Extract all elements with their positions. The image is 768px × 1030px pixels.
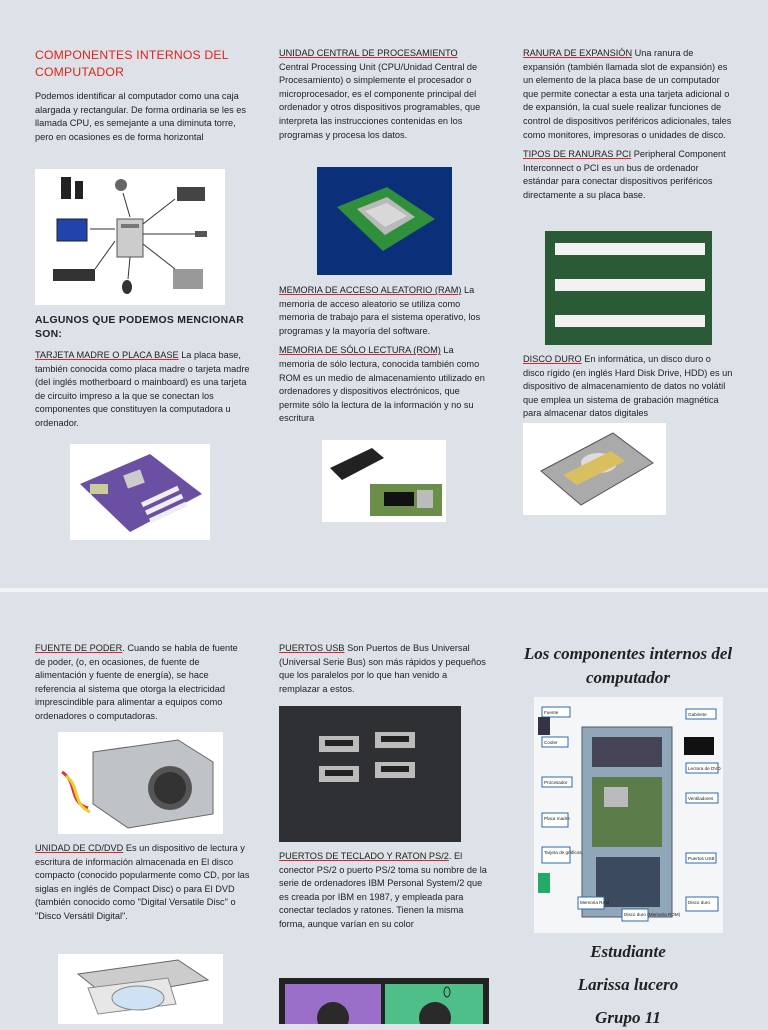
cpu-term: UNIDAD CENTRAL DE PROCESAMIENTO (279, 48, 458, 58)
cd-dvd-text: Es un dispositivo de lectura y escritura de información almacenada en El disco compacto (conocido popularmente como CD, por las siglas en inglés de Compact Disc) o para El DVD (también conocido como "Digital Versatile Disc" o "Disco Versátil Digital". (35, 843, 250, 921)
cover-diagram-label: Disco duro (Memoria ROM) (624, 912, 681, 917)
column-5-lower (279, 850, 489, 932)
rom-term: MEMORIA DE SÓLO LECTURA (ROM) (279, 345, 441, 356)
page-bottom (0, 592, 768, 1027)
column-4-lower (35, 842, 250, 924)
expansion-slot-term: RANURA DE EXPANSIÓN (523, 48, 633, 58)
document-title: COMPONENTES INTERNOS DEL COMPUTADOR (35, 48, 229, 79)
usb-term: PUERTOS USB (279, 643, 345, 653)
hard-disk-image (523, 423, 666, 515)
expansion-slot-paragraph (523, 47, 733, 142)
ram-text: La memoria de acceso aleatorio se utiliza como memoria de trabajo para el sistema operativo, los programas y la mayoría del software. (279, 285, 481, 336)
cover-title: Los componentes internos del computador (523, 644, 733, 687)
column-2-middle (279, 284, 489, 426)
usb-text: Son Puertos de Bus Universal (Universal Serie Bus) son más rápidos y pequeños que los paralelos por lo que han venido a remplazar a estos. (279, 643, 486, 694)
hdd-paragraph (523, 353, 733, 421)
cover-panel (523, 642, 733, 690)
cpu-paragraph (279, 47, 489, 142)
column-5 (279, 642, 489, 696)
motherboard-image (70, 444, 210, 540)
ram-paragraph (279, 284, 489, 338)
computer-internals-image (534, 697, 723, 933)
cd-dvd-term: UNIDAD DE CD/DVD (35, 843, 124, 853)
student-name: Larissa lucero (577, 975, 679, 994)
motherboard-term: TARJETA MADRE O PLACA BASE (35, 350, 179, 360)
psu-paragraph (35, 642, 250, 724)
cd-dvd-paragraph (35, 842, 250, 924)
cover-diagram-label: Tarjeta de gráficos (544, 850, 582, 855)
ps2-ports-image (279, 978, 489, 1024)
pci-term: TIPOS DE RANURAS PCI (523, 149, 632, 160)
usb-paragraph (279, 642, 489, 696)
hdd-text: En informática, un disco duro o disco rígido (en inglés Hard Disk Drive, HDD) es un dispositivo de almacenamiento de datos no volátil que emplea un sistema de grabación magnética para almacenar datos digitales (523, 354, 733, 419)
intro-paragraph: Podemos identificar al computador como una caja alargada y rectangular. De forma ordinaria se les es llamada CPU, es semejante a una diminuta torre, pero en ocasiones es de forma horizontal (35, 91, 246, 142)
rom-chip-image (322, 440, 446, 522)
psu-text: . Cuando se habla de fuente de poder, (o, en ocasiones, de fuente de alimentación y fuente de energía), se hace referencia al sistema que otorga la electricidad imprescindible para alimentar a equipos como ordenadores o computadoras. (35, 643, 238, 721)
dvd-drive-image (58, 954, 223, 1024)
cover-diagram-label: Puertos USB (688, 856, 715, 861)
cpu-image (317, 167, 452, 275)
expansion-slot-text: Una ranura de expansión (también llamada slot de expansión) es un elemento de la placa base de un computador que permite conectar a esta una tarjeta adicional o de expansión, la cual suele realizar funciones de control de dispositivos periféricos adicionales, tales como monitores, impresoras o unidades de disco. (523, 48, 732, 140)
cover-diagram-label: Procesador (544, 780, 568, 785)
usb-ports-image (279, 706, 461, 842)
cover-diagram-label: Lectora de DVD (688, 766, 721, 771)
cover-diagram-label: Placa madre (544, 816, 570, 821)
student-block (523, 940, 733, 1030)
cover-diagram-label: Ventiladores (688, 796, 714, 801)
psu-term: FUENTE DE PODER (35, 643, 123, 653)
computer-peripherals-image (35, 169, 225, 305)
column-2 (279, 47, 489, 142)
column-1-lower (35, 314, 250, 431)
cover-diagram-label: Gabinete (688, 712, 707, 717)
column-1 (35, 47, 250, 144)
column-3-lower (523, 353, 733, 421)
power-supply-image (58, 732, 223, 834)
ps2-text: . El conector PS/2 o puerto PS/2 toma su nombre de la serie de ordenadores IBM Personal System/2 que es creada por IBM en 1987, y empleada para conectar teclados y ratones. Tienen la misma forma, aunque varían en su color (279, 851, 487, 929)
rom-text: La memoria de sólo lectura, conocida también como ROM es un medio de almacenamiento utilizado en ordenadores y dispositivos electrónicos, que permite sólo la lectura de la información y no su escritura (279, 345, 485, 424)
pci-paragraph (523, 148, 733, 202)
group-label: Grupo 11 (595, 1008, 661, 1027)
pci-text: Peripheral Component Interconnect o PCI es un bus de ordenador estándar para conectar dispositivos periféricos directamente a su placa base. (523, 149, 726, 200)
student-label: Estudiante (590, 942, 666, 961)
cpu-text: Central Processing Unit (CPU/Unidad Central de Procesamiento) o simplemente el procesador o microprocesador, es el componente principal del ordenador y otros dispositivos programables, que interpreta las instrucciones contenidas en los programas y procesa los datos. (279, 61, 481, 140)
cover-diagram-label: Memoria RAM (580, 900, 610, 905)
ram-term: MEMORIA DE ACCESO ALEATORIO (RAM) (279, 285, 462, 295)
rom-paragraph (279, 344, 489, 426)
column-3 (523, 47, 733, 203)
cover-diagram-label: Disco duro (688, 900, 710, 905)
list-subtitle: ALGUNOS QUE PODEMOS MENCIONAR SON: (35, 315, 245, 340)
column-4 (35, 642, 250, 724)
motherboard-text: La placa base, también conocida como placa madre o tarjeta madre (del inglés motherboard o mainboard) es una tarjeta de circuito impreso a la que se conectan los componentes que constituyen la computadora u ordenador. (35, 350, 250, 428)
pci-slots-image (545, 231, 712, 345)
motherboard-paragraph (35, 349, 250, 431)
ps2-paragraph (279, 850, 489, 932)
cover-diagram-label: Cooler (544, 740, 558, 745)
hdd-term: DISCO DURO (523, 354, 582, 364)
cover-diagram-label: Fuente (544, 710, 559, 715)
ps2-term: PUERTOS DE TECLADO Y RATON PS/2 (279, 851, 449, 861)
